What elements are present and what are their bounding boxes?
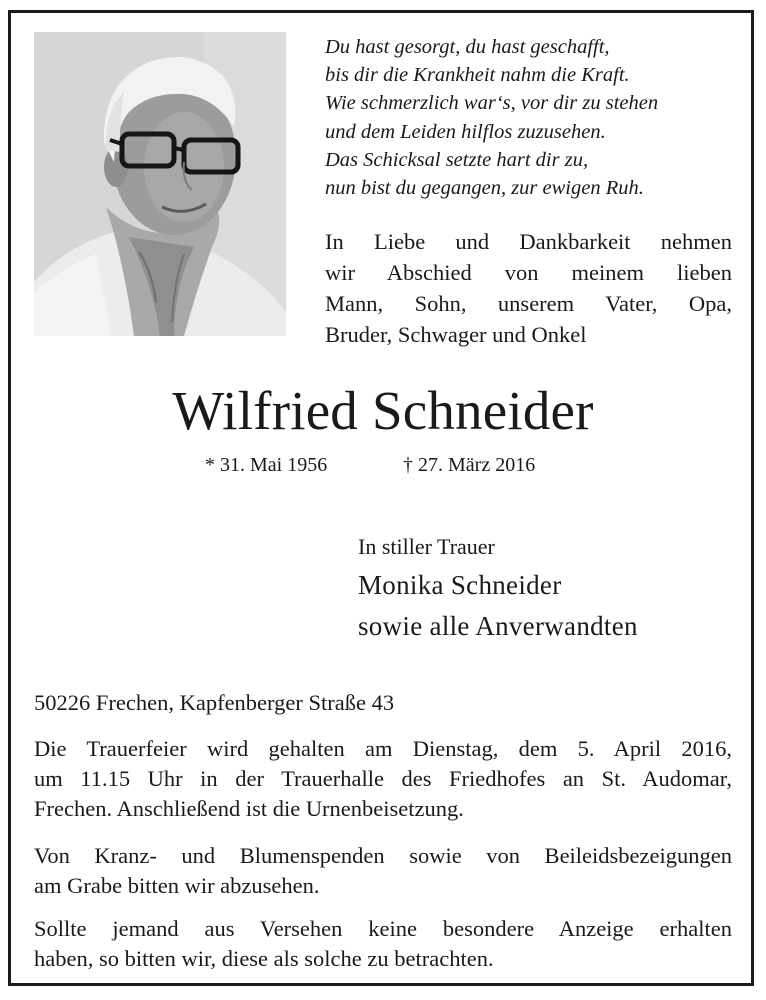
portrait-photo — [34, 32, 286, 336]
poem-line: nun bist du gegangen, zur ewigen Ruh. — [325, 177, 644, 200]
farewell-text — [325, 226, 732, 350]
farewell-line: In Liebe und Dankbarkeit nehmen — [325, 229, 732, 254]
paragraph-line: haben, so bitten wir, diese als solche zu betrachten. — [34, 946, 494, 971]
funeral-details — [34, 734, 732, 824]
poem-line: bis dir die Krankheit nahm die Kraft. — [325, 64, 630, 87]
paragraph-line: Die Trauerfeier wird gehalten am Dienstag, dem 5. April 2016, — [34, 736, 732, 761]
paragraph-line: Frechen. Anschließend ist die Urnenbeisetzung. — [34, 796, 464, 821]
portrait-illustration — [34, 32, 286, 336]
paragraph-line: um 11.15 Uhr in der Trauerhalle des Friedhofes an St. Audomar, — [34, 766, 732, 791]
mourner-name: Monika Schneider — [358, 570, 562, 600]
deceased-name: Wilfried Schneider — [172, 380, 594, 441]
poem-line: und dem Leiden hilflos zuzusehen. — [325, 120, 606, 143]
paragraph-line: am Grabe bitten wir abzusehen. — [34, 873, 320, 898]
flower-notice — [34, 841, 732, 901]
poem-line: Wie schmerzlich war‘s, vor dir zu stehen — [325, 92, 659, 115]
farewell-line: Bruder, Schwager und Onkel — [325, 322, 587, 347]
address: 50226 Frechen, Kapfenberger Straße 43 — [34, 690, 395, 715]
farewell-line: Mann, Sohn, unserem Vater, Opa, — [325, 291, 732, 316]
paragraph-line: Von Kranz- und Blumenspenden sowie von Beileidsbezeigungen — [34, 843, 732, 868]
paragraph-line: Sollte jemand aus Versehen keine besondere Anzeige erhalten — [34, 916, 732, 941]
birth-date: * 31. Mai 1956 — [205, 454, 328, 476]
poem-line: Das Schicksal setzte hart dir zu, — [325, 148, 589, 171]
death-date: † 27. März 2016 — [403, 454, 536, 476]
notice-disclaimer — [34, 914, 732, 974]
poem — [325, 33, 735, 202]
poem-line: Du hast gesorgt, du hast geschafft, — [325, 36, 610, 58]
farewell-line: wir Abschied von meinem lieben — [325, 260, 732, 285]
mourner-name: sowie alle Anverwandten — [358, 611, 638, 641]
mourning-label: In stiller Trauer — [358, 534, 495, 559]
